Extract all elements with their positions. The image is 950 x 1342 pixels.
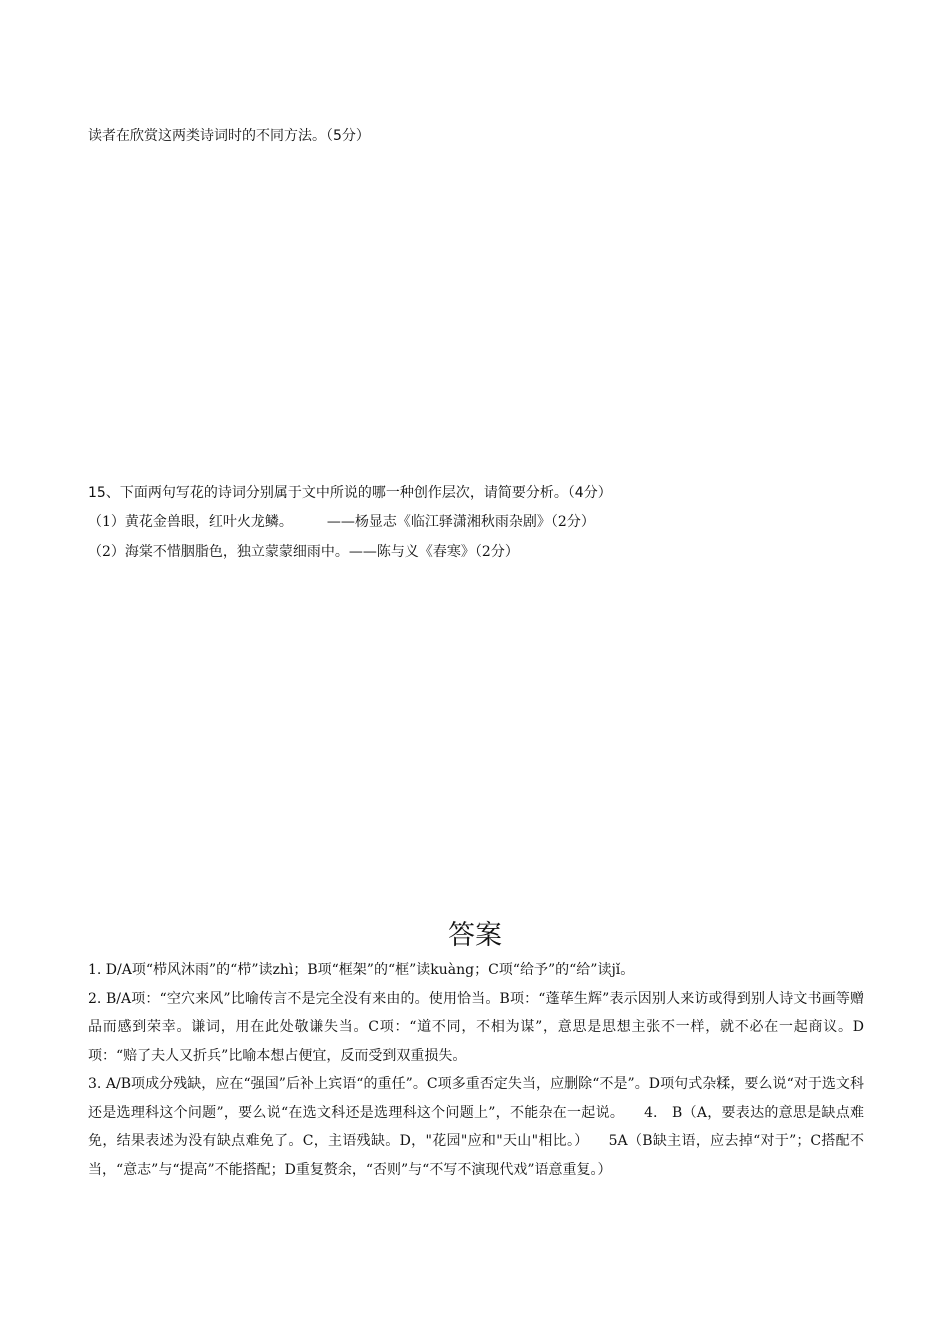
answer-3-5 bbox=[88, 1070, 864, 1184]
sub-1-attribution: ——杨显志《临江驿潇湘秋雨杂剧》（2分） bbox=[326, 514, 595, 530]
answer-2: 2. B/A项：“空穴来风”比喻传言不是完全没有来由的。使用恰当。B项：“蓬荜生辉”表示因别人来访或得到别人诗文书画等赠品而感到荣幸。谦词，用在此处敬谦失当。C项：“道不同，不相为谋”，意思是思想主张不一样，就不必在一起商议。D项：“赔了夫人又折兵”比喻本想占便宜，反而受到双重损失。 bbox=[88, 990, 864, 1064]
answer-section-title: 答案 bbox=[448, 920, 502, 951]
sub-1-verse: （1）黄花金兽眼，红叶火龙鳞。 bbox=[88, 514, 293, 530]
question-15-sub-1 bbox=[88, 513, 595, 531]
answer-3: 3. A/B项成分残缺，应在“强国”后补上宾语“的重任”。C项多重否定失当，应删除“不是”。D项句式杂糅，要么说“对于选文科还是选理科这个问题”，要么说“在选文科还是选理科这个问题上”，不能杂在一起说。 bbox=[88, 1076, 864, 1121]
answer-list bbox=[88, 956, 864, 1184]
question-14-tail: 读者在欣赏这两类诗词时的不同方法。（5分） bbox=[88, 128, 370, 144]
question-15-sub-2: （2）海棠不惜胭脂色，独立蒙蒙细雨中。——陈与义《春寒》（2分） bbox=[88, 544, 519, 560]
answer-4: 4. B（A，要表达的意思是缺点难免，结果表述为没有缺点难免了。C，主语残缺。D，"花园"应和"天山"相比。） bbox=[88, 1104, 864, 1149]
answer-1: 1. D/A项“栉风沐雨”的“栉”读zhì；B项“框架”的“框”读kuàng；C项“给予”的“给”读jǐ。 bbox=[88, 962, 635, 978]
question-15-prompt: 15、下面两句写花的诗词分别属于文中所说的哪一种创作层次，请简要分析。（4分） bbox=[88, 485, 612, 501]
answer-5: 5A（B缺主语，应去掉“对于”；C搭配不当，“意志”与“提高”不能搭配；D重复赘余，“否则”与“不写不演现代戏”语意重复。） bbox=[88, 1133, 864, 1178]
